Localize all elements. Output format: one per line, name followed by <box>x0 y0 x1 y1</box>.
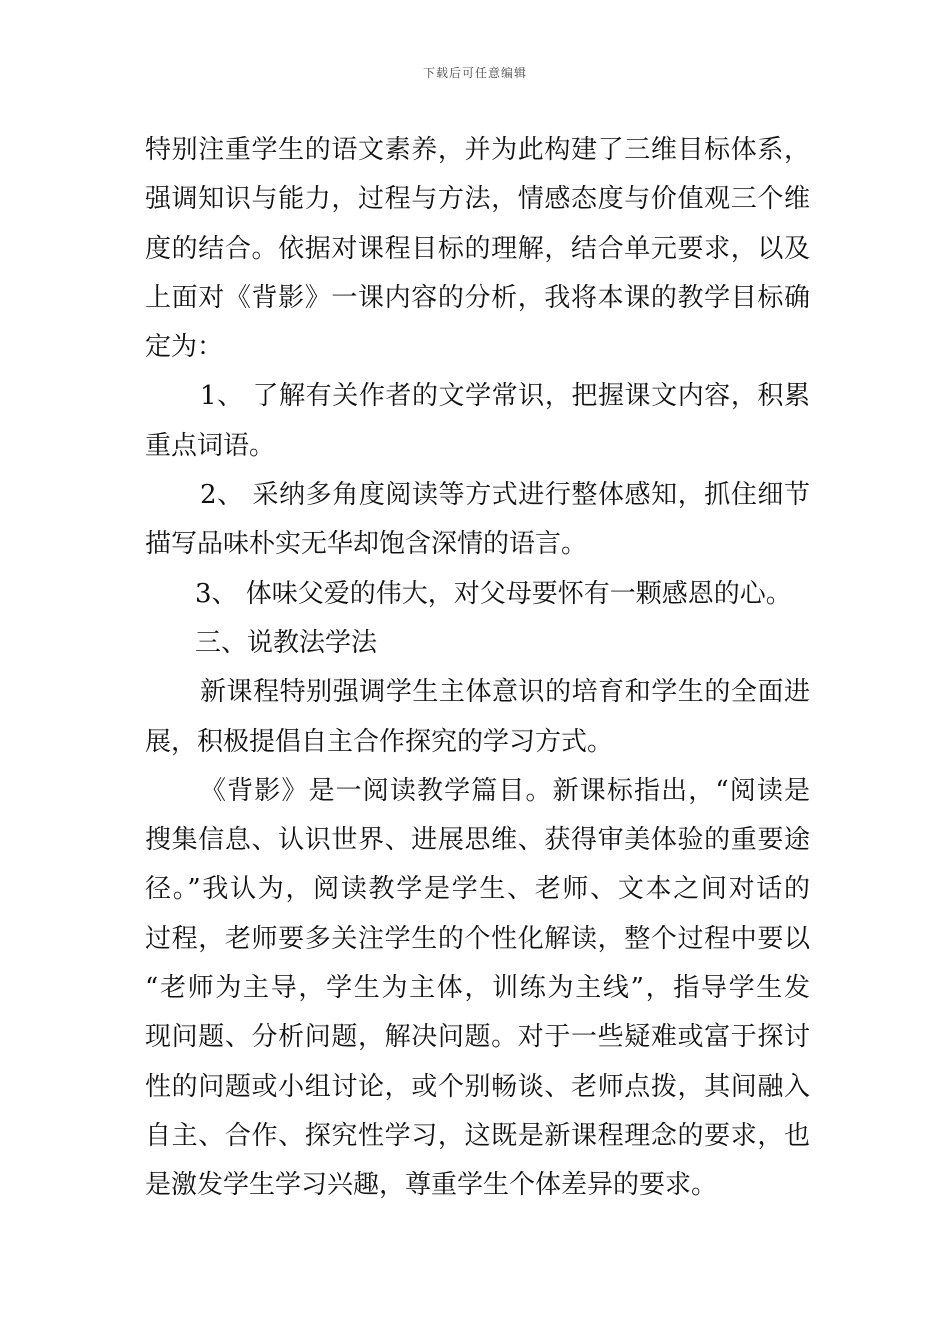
page-header-note: 下载后可任意编辑 <box>422 66 527 80</box>
text-line: 径。”我认为，阅读教学是学生、老师、文本之间对话的 <box>145 874 810 905</box>
text-line: 自主、合作、探究性学习，这既是新课程理念的要求，也 <box>145 1120 810 1151</box>
objective-item-3: 3、 体味父爱的伟大，对父母要怀有一颗感恩的心。 <box>195 578 792 609</box>
text-line: 展，积极提倡自主合作探究的学习方式。 <box>145 726 614 757</box>
text-line: 是激发学生学习兴趣，尊重学生个体差异的要求。 <box>145 1170 718 1201</box>
text-line: 度的结合。依据对课程目标的理解，结合单元要求，以及 <box>145 233 810 264</box>
text-line: 性的问题或小组讨论，或个别畅谈、老师点拨，其间融入 <box>145 1071 810 1102</box>
text-line: 上面对《背影》一课内容的分析，我将本课的教学目标确 <box>145 282 810 313</box>
text-line: 新课程特别强调学生主体意识的培育和学生的全面进 <box>200 677 810 708</box>
objective-item-2: 2、 采纳多角度阅读等方式进行整体感知，抓住细节 <box>200 480 810 511</box>
text-line: 现问题、分析问题，解决问题。对于一些疑难或富于探讨 <box>145 1022 810 1053</box>
document-body <box>145 126 810 1211</box>
text-line: 强调知识与能力，过程与方法，情感态度与价值观三个维 <box>145 184 810 215</box>
text-line: 特别注重学生的语文素养，并为此构建了三维目标体系， <box>145 135 810 165</box>
text-line: 重点词语。 <box>145 430 276 461</box>
objective-item-1: 1、 了解有关作者的文学常识，把握课文内容，积累 <box>200 381 810 412</box>
text-line: 搜集信息、认识世界、进展思维、获得审美体验的重要途 <box>145 825 810 856</box>
section-heading: 三、说教法学法 <box>195 627 378 658</box>
text-line: 《背影》是一阅读教学篇目。新课标指出，“阅读是 <box>200 775 810 806</box>
text-line: 描写品味朴实无华却饱含深情的语言。 <box>145 529 588 560</box>
text-line: “老师为主导，学生为主体，训练为主线”，指导学生发 <box>145 973 810 1004</box>
text-line: 定为： <box>145 332 224 363</box>
text-line: 过程，老师要多关注学生的个性化解读，整个过程中要以 <box>145 923 810 954</box>
